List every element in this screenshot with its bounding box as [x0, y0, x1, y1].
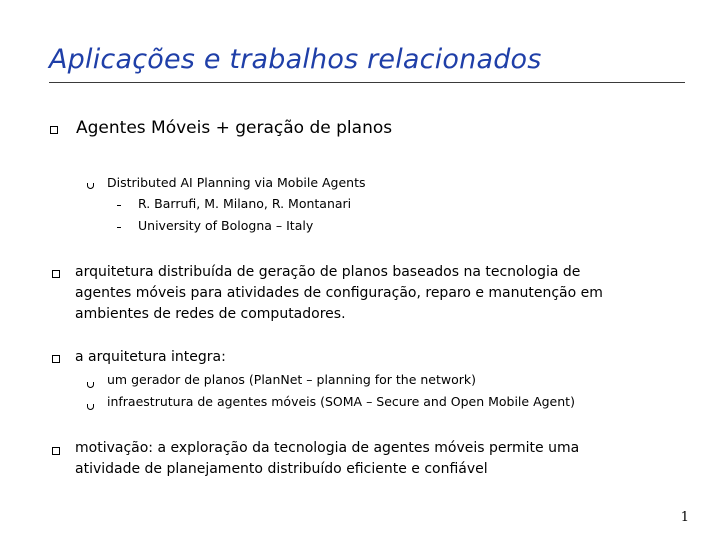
- sub-sub-bullet-university: University of Bologna – Italy: [138, 218, 314, 233]
- round-bullet-icon: [87, 183, 94, 189]
- square-bullet-icon: [52, 270, 60, 278]
- title-underline: [49, 82, 685, 83]
- sub-bullet-soma: infraestrutura de agentes móveis (SOMA – Secure and Open Mobile Agent): [107, 394, 575, 409]
- dash-bullet-icon: [117, 205, 121, 206]
- bullet-text-arquitetura-integra: a arquitetura integra:: [75, 349, 226, 365]
- square-bullet-icon: [52, 447, 60, 455]
- sub-sub-bullet-authors: R. Barrufi, M. Milano, R. Montanari: [138, 196, 352, 211]
- round-bullet-icon: [87, 382, 94, 388]
- dash-bullet-icon: [117, 227, 121, 228]
- bullet-text-arquitetura-distribuida: arquitetura distribuída de geração de planos baseados na tecnologia de agentes móveis para atividades de configuração, reparo e manutenção em ambientes de redes de computadores.: [75, 264, 603, 322]
- sub-bullet-paper-title: Distributed AI Planning via Mobile Agents: [107, 175, 366, 190]
- round-bullet-icon: [87, 404, 94, 410]
- sub-bullet-plannet: um gerador de planos (PlanNet – planning for the network): [107, 372, 477, 387]
- slide-title: Aplicações e trabalhos relacionados: [49, 44, 542, 75]
- square-bullet-icon: [52, 355, 60, 363]
- page-number: 1: [680, 510, 689, 525]
- bullet-text-agentes-moveis: Agentes Móveis + geração de planos: [76, 118, 393, 138]
- bullet-text-motivacao: motivação: a exploração da tecnologia de agentes móveis permite uma atividade de planejamento distribuído eficiente e confiável: [75, 440, 580, 477]
- square-bullet-icon: [50, 126, 58, 134]
